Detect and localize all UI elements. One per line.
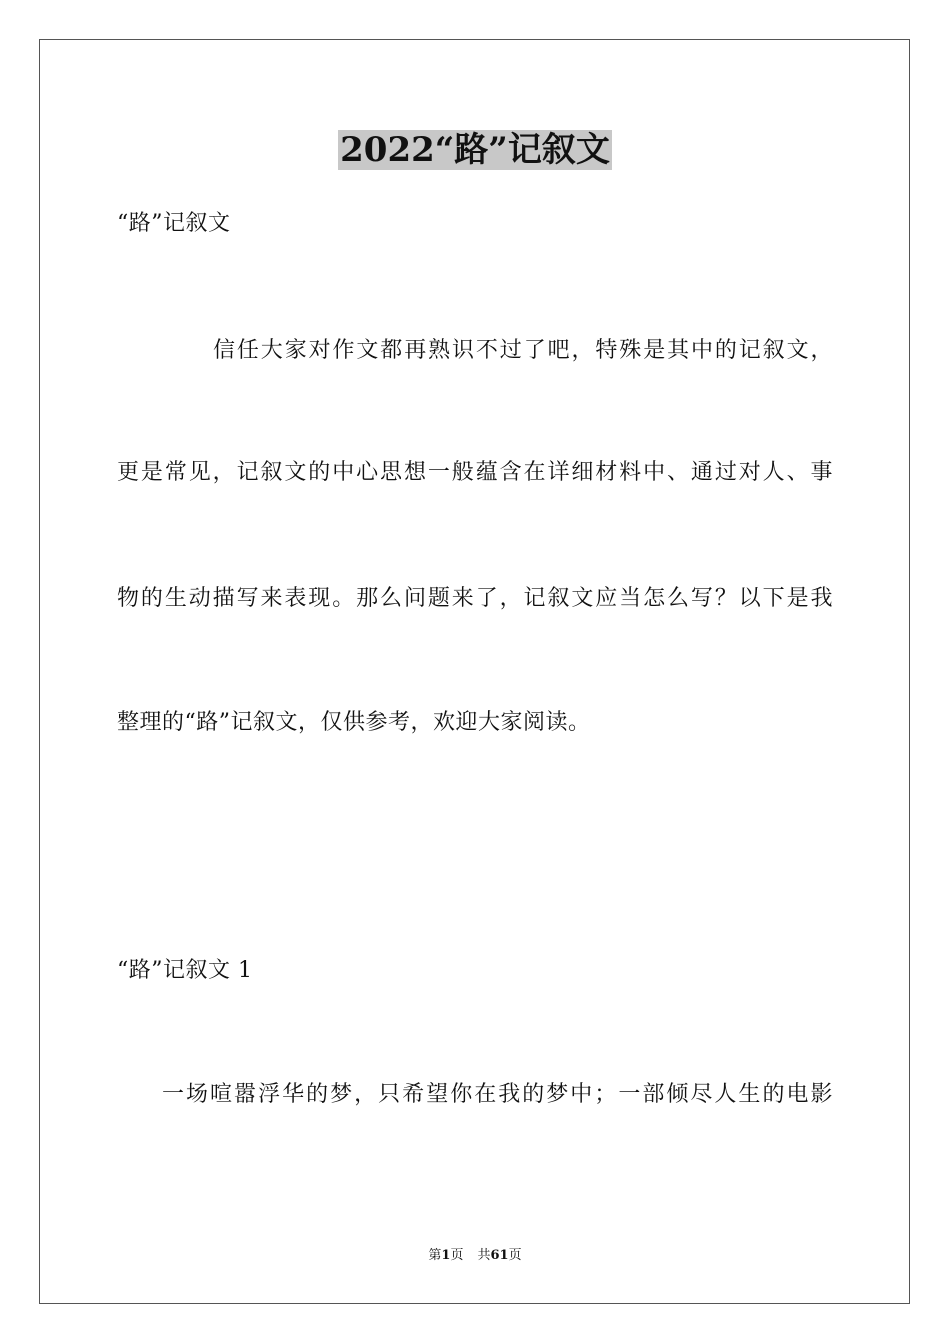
footer-page-suffix: 页	[450, 1248, 464, 1263]
intro-line-2: 更是常见，记叙文的中心思想一般蕴含在详细材料中、通过对人、事	[117, 460, 833, 485]
document-title-text: 2022“路”记叙文	[340, 130, 610, 170]
footer-total-suffix: 页	[508, 1248, 522, 1263]
footer-total-pages: 61	[490, 1248, 509, 1263]
section-heading: “路”记叙文 1	[117, 958, 253, 983]
intro-line-1: 信任大家对作文都再熟识不过了吧，特殊是其中的记叙文，	[213, 338, 833, 363]
intro-line-4: 整理的“路”记叙文，仅供参考，欢迎大家阅读。	[117, 710, 591, 735]
footer-total-prefix: 共	[477, 1248, 491, 1263]
intro-line-3: 物的生动描写来表现。那么问题来了，记叙文应当怎么写？以下是我	[117, 586, 833, 611]
section-first-line: 一场喧嚣浮华的梦，只希望你在我的梦中；一部倾尽人生的电影	[162, 1082, 833, 1107]
document-subtitle: “路”记叙文	[117, 211, 231, 236]
footer-page-prefix: 第	[428, 1248, 442, 1263]
footer-page-number: 1	[441, 1248, 451, 1263]
page-footer	[0, 1247, 950, 1265]
document-title	[0, 128, 950, 172]
